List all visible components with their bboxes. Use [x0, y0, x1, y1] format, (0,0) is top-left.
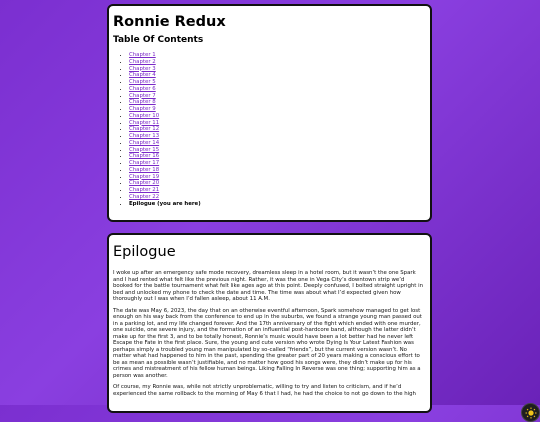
toc-item	[129, 126, 430, 133]
toc-link-chapter-22[interactable]: Chapter 22	[129, 193, 160, 200]
toc-link-chapter-3[interactable]: Chapter 3	[129, 65, 156, 72]
toc-link-chapter-13[interactable]: Chapter 13	[129, 133, 160, 139]
toc-link-chapter-7[interactable]: Chapter 7	[129, 92, 156, 99]
toc-link-chapter-10[interactable]: Chapter 10	[129, 112, 160, 119]
toc-item	[129, 167, 430, 174]
toc-link-chapter-5[interactable]: Chapter 5	[129, 79, 156, 85]
toc-link-chapter-15[interactable]: Chapter 15	[129, 146, 160, 153]
epilogue-card	[107, 233, 432, 413]
toc-item	[129, 66, 430, 73]
toc-link-chapter-17[interactable]: Chapter 17	[129, 160, 160, 166]
toc-item	[129, 147, 430, 154]
toc-link-chapter-2[interactable]: Chapter 2	[129, 58, 156, 65]
chapter-title: Epilogue	[113, 244, 176, 260]
toc-item	[129, 160, 430, 167]
toc-link-chapter-20[interactable]: Chapter 20	[129, 180, 160, 187]
toc-item	[129, 93, 430, 100]
toc-item	[129, 133, 430, 140]
toc-item	[129, 79, 430, 86]
toc-item	[129, 180, 430, 187]
toc-card	[107, 4, 432, 222]
toc-link-chapter-11[interactable]: Chapter 11	[129, 119, 160, 126]
paragraph: The date was May 6, 2023, the day that on an otherwise eventful afternoon, Spark somehow managed to get lost enough on his way back from the conference to end up in the suburbs, we found a strange young man passed out in a parking lot, and my life changed forever. And the 17th anniversary of the fight which ended with one murder, one suicide, one severe injury, and the formation of an influential post-hardcore band, although the latter didn’t make up for the first 3, and to be totally honest, Ronnie’s music would have been a lot better had he never left Escape the Fate in the first place. Sure, the young and cute version who wrote Dying Is Your Latest Fashion was perhaps simply a troubled young man manipulated by so-called “friends”, but the current version wasn’t. No matter what had happened to him in the past, spending the greater part of 20 years making a conscious effort to be as mean as possible wasn’t justifiable, and no matter how good his songs were, they didn’t make up for his crimes and mistreatment of his fellow human beings. Liking Falling In Reverse was one thing; supporting him as a person was another.	[113, 307, 422, 379]
toc-item-current: • Epilogue (you are here)	[129, 201, 430, 208]
toc-link-chapter-16[interactable]: Chapter 16	[129, 153, 160, 160]
toc-item	[129, 194, 430, 201]
toc-item	[129, 72, 430, 79]
toc-item	[129, 140, 430, 147]
toc-link-chapter-12[interactable]: Chapter 12	[129, 126, 160, 133]
sun-icon	[525, 407, 537, 419]
toc-link-chapter-9[interactable]: Chapter 9	[129, 106, 156, 112]
toc-item	[129, 113, 430, 120]
paragraph: Of course, my Ronnie was, while not strictly unproblematic, willing to try and listen to criticism, and if he’d experienced the same rollback to the morning of May 6 that I had, he had the choice to not go down to the high	[113, 384, 416, 397]
toc-item	[129, 187, 430, 194]
toc-item	[129, 153, 430, 160]
toc-heading: Table Of Contents	[113, 35, 204, 45]
toc-list	[113, 52, 430, 207]
toc-item	[129, 86, 430, 93]
toc-link-chapter-8[interactable]: Chapter 8	[129, 99, 156, 106]
toc-link-chapter-19[interactable]: Chapter 19	[129, 173, 160, 180]
toc-link-chapter-14[interactable]: Chapter 14	[129, 139, 160, 146]
toc-item	[129, 99, 430, 106]
toc-item	[129, 52, 430, 59]
scroll-top-button[interactable]	[521, 403, 540, 422]
page-title: Ronnie Redux	[113, 14, 226, 30]
toc-item	[129, 174, 430, 181]
toc-item	[129, 120, 430, 127]
paragraph: I woke up after an emergency safe mode recovery, dreamless sleep in a hotel room, but it wasn’t the one Spark and I had rented what felt like the previous night. Rather, it was the one in Vega City’s downtown strip we’d booked for the battle tournament what felt like ages ago at this point. Deeply confused, I bolted straight upright in bed and unlocked my phone to check the date and time. The time was about what I’d expected given how thoroughly out I was when I’d fallen asleep, about 11 A.M.	[113, 270, 424, 302]
toc-link-chapter-21[interactable]: Chapter 21	[129, 187, 160, 193]
toc-item	[129, 59, 430, 66]
toc-item	[129, 106, 430, 113]
toc-link-chapter-4[interactable]: Chapter 4	[129, 72, 156, 79]
toc-link-chapter-18[interactable]: Chapter 18	[129, 166, 160, 173]
toc-link-chapter-6[interactable]: Chapter 6	[129, 85, 156, 92]
chapter-body	[113, 270, 424, 397]
toc-link-chapter-1[interactable]: Chapter 1	[129, 52, 156, 58]
